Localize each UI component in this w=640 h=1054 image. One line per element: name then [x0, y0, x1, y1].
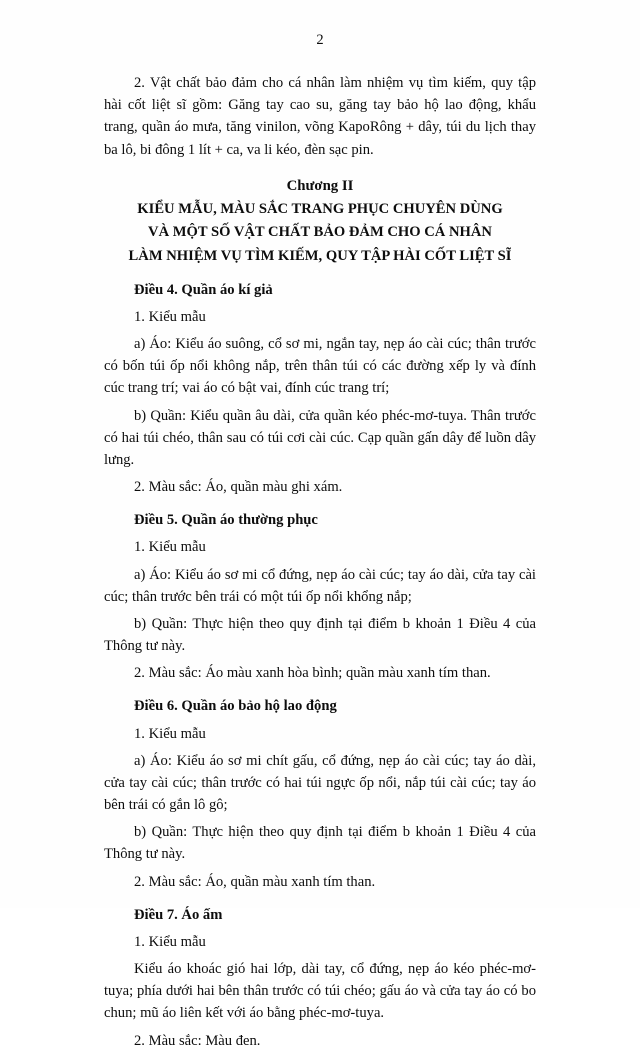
paragraph-article4-item-2: 2. Màu sắc: Áo, quần màu ghi xám.	[134, 479, 343, 496]
paragraph-article5-ao: a) Áo: Kiểu áo sơ mi cổ đứng, nẹp áo cài cúc; tay áo dài, cửa tay cài cúc; thân trước bên trái có một túi ốp nổi khổng nắp;	[104, 566, 536, 605]
article-heading-6: Điều 6. Quần áo bảo hộ lao động	[134, 698, 337, 715]
paragraph-article7-item-1: 1. Kiểu mẫu	[134, 933, 206, 950]
paragraph-item-2: 2. Vật chất bảo đảm cho cá nhân làm nhiệm vụ tìm kiếm, quy tập hài cốt liệt sĩ gồm: Găng tay cao su, găng tay bảo hộ lao động, khẩu trang, quần áo mưa, tăng vinilon, võng KapoRông + dây, túi du lịch thay ba lô, bi đông 1 lít + ca, va li kéo, đèn sạc pin.	[104, 75, 536, 158]
paragraph-article5-item-2: 2. Màu sắc: Áo màu xanh hòa bình; quần màu xanh tím than.	[134, 665, 491, 682]
chapter-title-line-1: KIỂU MẪU, MÀU SẮC TRANG PHỤC CHUYÊN DÙNG	[137, 200, 503, 217]
paragraph-article4-ao: a) Áo: Kiểu áo suông, cổ sơ mi, ngắn tay, nẹp áo cài cúc; thân trước có bốn túi ốp nổi không nắp, trên thân túi có các đường xếp ly và đính cúc trang trí; vai áo có bật vai, đính cúc trang trí;	[104, 336, 536, 397]
paragraph-article6-quan: b) Quần: Thực hiện theo quy định tại điểm b khoản 1 Điều 4 của Thông tư này.	[104, 824, 536, 863]
chapter-title-line-2: VÀ MỘT SỐ VẬT CHẤT BẢO ĐẢM CHO CÁ NHÂN	[148, 224, 492, 241]
document-body	[104, 72, 536, 1054]
paragraph-article4-item-1: 1. Kiểu mẫu	[134, 308, 206, 325]
chapter-heading: Chương II	[286, 177, 354, 194]
article-heading-4: Điều 4. Quần áo kí giả	[134, 281, 273, 298]
article-heading-7: Điều 7. Áo ấm	[134, 906, 223, 923]
article-heading-5: Điều 5. Quần áo thường phục	[134, 512, 318, 529]
paragraph-article7-item-2: 2. Màu sắc: Màu đen.	[134, 1032, 261, 1049]
paragraph-article6-ao: a) Áo: Kiểu áo sơ mi chít gấu, cổ đứng, nẹp áo cài cúc; tay áo dài, cửa tay cài cúc; thân trước có hai túi ngực ốp nổi, nắp túi cài cúc; tay áo bên trái có gắn lô gô;	[104, 752, 536, 814]
paragraph-article7-body: Kiểu áo khoác gió hai lớp, dài tay, cổ đứng, nẹp áo kéo phéc-mơ-tuya; phía dưới hai bên thân trước có túi chéo; gấu áo và cửa tay áo có bo chun; mũ áo liên kết với áo bằng phéc-mơ-tuya.	[104, 961, 536, 1022]
paragraph-article5-item-1: 1. Kiểu mẫu	[134, 539, 206, 556]
paragraph-article4-quan: b) Quần: Kiểu quần âu dài, cửa quần kéo phéc-mơ-tuya. Thân trước có hai túi chéo, thân sau có túi cơi cài cúc. Cạp quần gấn dây để luồn dây lưng.	[104, 407, 536, 468]
paragraph-article6-item-2: 2. Màu sắc: Áo, quần màu xanh tím than.	[134, 873, 376, 890]
chapter-title-line-3: LÀM NHIỆM VỤ TÌM KIẾM, QUY TẬP HÀI CỐT LIỆT SĨ	[128, 248, 512, 265]
paragraph-article6-item-1: 1. Kiểu mẫu	[134, 725, 206, 742]
page-number: 2	[316, 32, 324, 48]
paragraph-article5-quan: b) Quần: Thực hiện theo quy định tại điểm b khoản 1 Điều 4 của Thông tư này.	[104, 615, 536, 655]
